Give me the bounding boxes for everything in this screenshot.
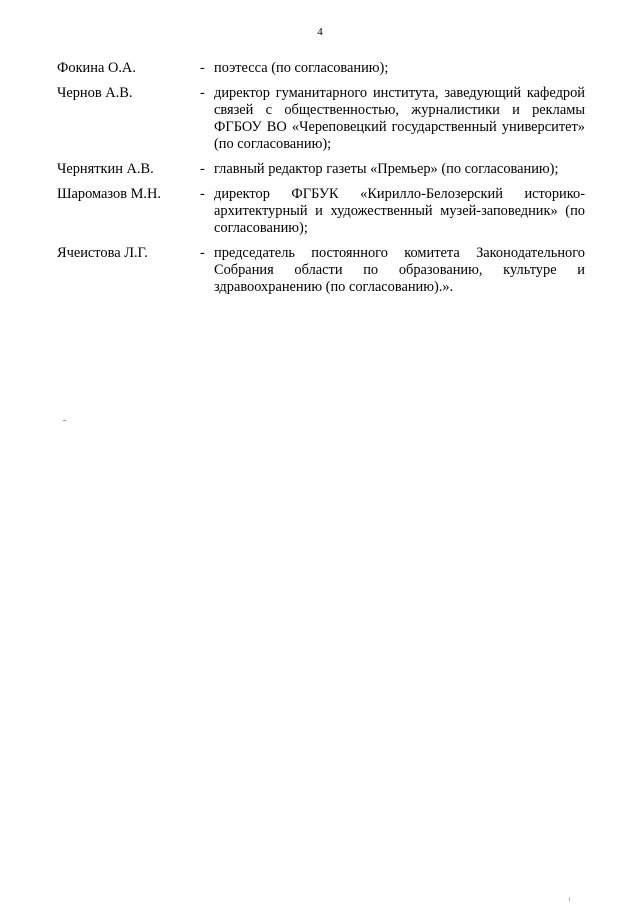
- list-item: [57, 245, 585, 296]
- member-name: Чернов А.В.: [57, 85, 133, 101]
- list-item: [57, 60, 585, 77]
- separator-dash: -: [200, 85, 205, 101]
- separator-dash: -: [200, 186, 205, 202]
- member-role: директор ФГБУК «Кирилло-Белозерский историко-архитектурный и художественный музей-заповедник» (по согласованию);: [214, 186, 585, 236]
- separator-dash: -: [200, 161, 205, 177]
- scan-artifact-mark: [569, 897, 570, 901]
- page-number: 4: [317, 26, 323, 38]
- members-list: [57, 60, 585, 304]
- separator-dash: -: [200, 60, 205, 76]
- list-item: [57, 85, 585, 153]
- member-role: директор гуманитарного института, заведующий кафедрой связей с общественностью, журналистики и рекламы ФГБОУ ВО «Череповецкий государственный университет» (по согласованию);: [214, 85, 585, 152]
- member-role: председатель постоянного комитета Законодательного Собрания области по образованию, культуре и здравоохранению (по согласованию).».: [214, 245, 585, 295]
- scan-artifact-mark: [63, 420, 66, 421]
- member-name: Фокина О.А.: [57, 60, 136, 76]
- list-item: [57, 186, 585, 237]
- separator-dash: -: [200, 245, 205, 261]
- member-name: Черняткин А.В.: [57, 161, 154, 177]
- member-role: главный редактор газеты «Премьер» (по согласованию);: [214, 161, 559, 177]
- member-name: Ячеистова Л.Г.: [57, 245, 148, 261]
- list-item: [57, 161, 585, 178]
- member-name: Шаромазов М.Н.: [57, 186, 161, 202]
- member-role: поэтесса (по согласованию);: [214, 60, 389, 76]
